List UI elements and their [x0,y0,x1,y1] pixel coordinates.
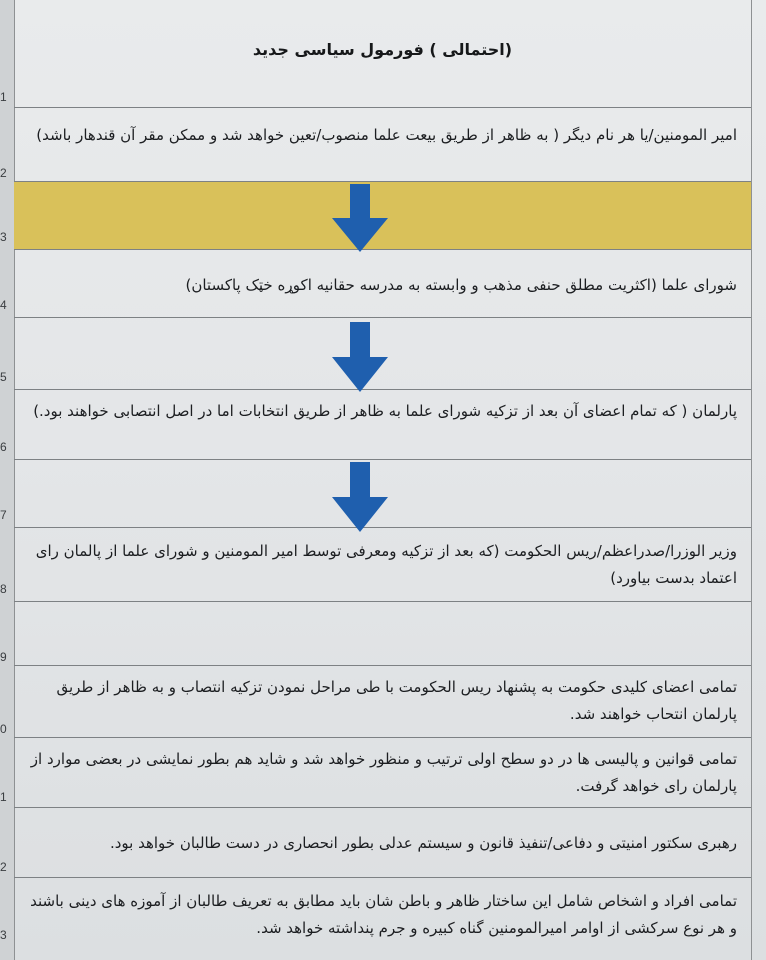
shura-text: شورای علما (اکثریت مطلق حنفی مذهب و وابسته به مدرسه حقانیه اکوړه خټک پاکستان) [185,276,737,294]
row-number: 3 [0,230,7,244]
pm-row[interactable] [14,528,751,602]
title-row[interactable] [14,0,751,108]
laws-text: تمامی قوانین و پالیسی ها در دو سطح اولی ترتیب و منظور خواهد شد و شاید هم بطور نمایشی در بعضی موارد از پارلمان رای خواهد گرفت. [30,750,737,795]
security-row[interactable] [14,808,751,878]
individuals-row[interactable] [14,878,751,960]
row-number: 5 [0,370,7,384]
row-number: 0 [0,722,7,736]
document-title: (احتمالی ) فورمول سیاسی جدید [252,40,513,59]
row-number: 9 [0,650,7,664]
pm-text: وزیر الوزرا/صدراعظم/ریس الحکومت (که بعد از تزکیه ومعرفی توسط امیر المومنین و شورای علما از پالمان رای اعتماد بدست بیاورد) [35,542,737,587]
cabinet-row[interactable] [14,666,751,738]
row-number: 1 [0,790,7,804]
row-number: 3 [0,928,7,942]
row-number: 4 [0,298,7,312]
row-number: 2 [0,166,7,180]
cabinet-text: تمامی اعضای کلیدی حکومت به پشنهاد ریس الحکومت با طی مراحل نمودن تزکیه انتصاب و به ظاهر از طریق پارلمان انتحاب خواهند شد. [56,678,737,723]
shura-row[interactable] [14,250,751,318]
down-arrow-icon [332,184,388,252]
laws-row[interactable] [14,738,751,808]
individuals-text: تمامی افراد و اشخاص شامل این ساختار ظاهر و باطن شان باید مطابق به تعریف طالبان از آموزه های دینی باشند و هر نوع سرکشی از اوامر امیرالمومنین گناه کبیره و جرم پنداشته خواهد شد. [30,892,737,937]
row-number: 8 [0,582,7,596]
row-number: 1 [0,90,7,104]
empty-row[interactable] [14,602,751,666]
amir-row[interactable] [14,108,751,182]
down-arrow-icon [332,322,388,392]
security-text: رهبری سکتور امنیتی و دفاعی/تنفیذ قانون و سیستم عدلی بطور انحصاری در دست طالبان خواهد بود. [109,834,737,852]
down-arrow-icon [332,462,388,532]
row-number-column [0,0,15,960]
row-number: 2 [0,860,7,874]
parliament-text: پارلمان ( که تمام اعضای آن بعد از تزکیه شورای علما به ظاهر از طریق انتخابات اما در اصل انتصابی خواهند بود.) [33,402,737,420]
amir-text: امیر المومنین/یا هر نام دیگر ( به ظاهر از طریق بیعت علما منصوب/تعین خواهد شد و ممکن مقر آن قندهار باشد) [36,126,737,144]
row-number: 7 [0,508,7,522]
row-number: 6 [0,440,7,454]
parliament-row[interactable] [14,390,751,460]
